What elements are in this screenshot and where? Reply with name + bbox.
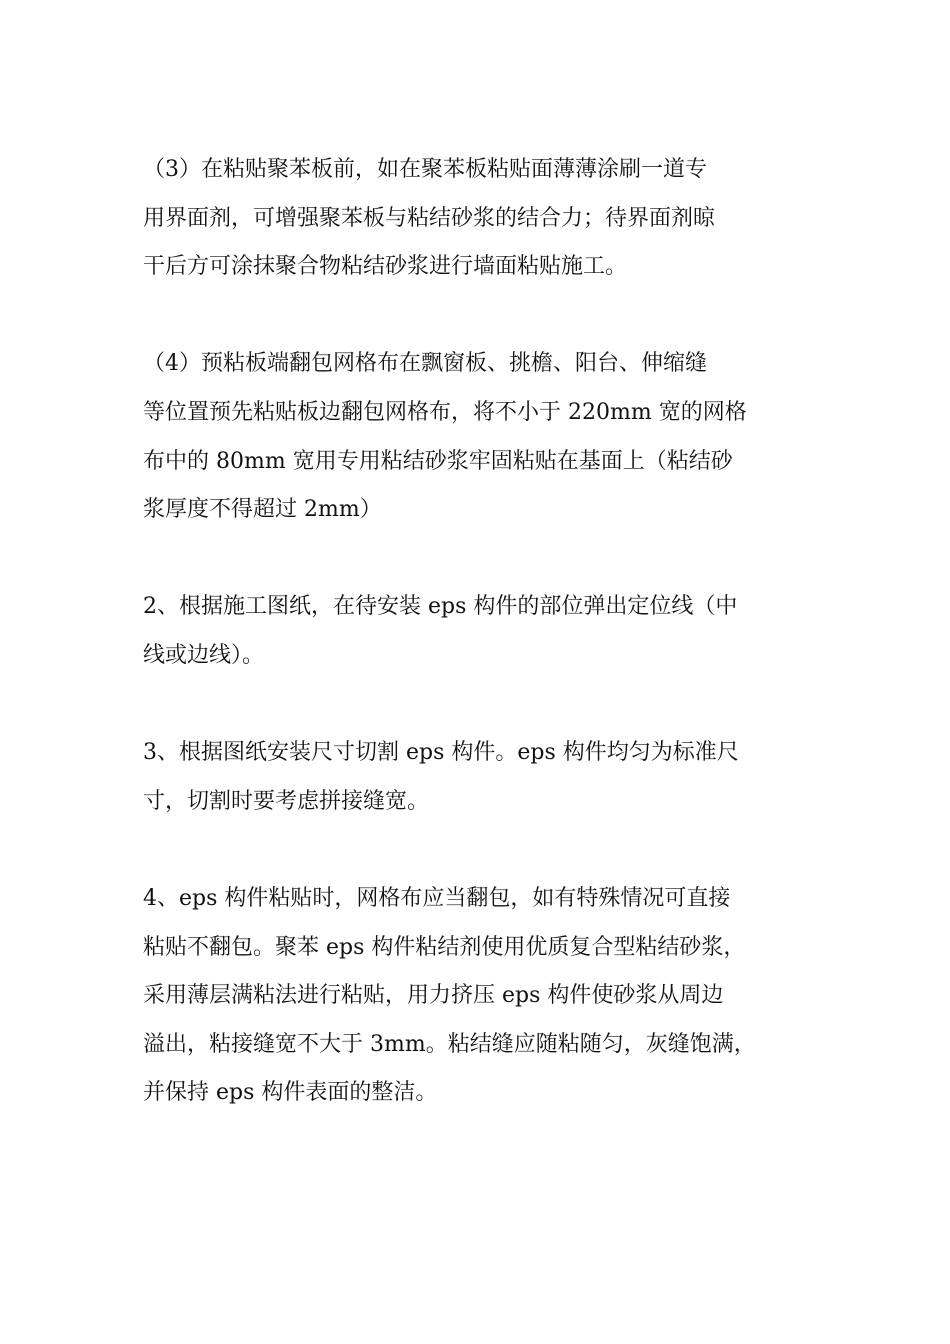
paragraph-3-bonding-agent <box>143 146 811 292</box>
paragraph-4-mesh-wrap <box>143 340 811 534</box>
text-line: 4、eps 构件粘贴时，网格布应当翻包，如有特殊情况可直接 <box>143 885 731 911</box>
text-line: 溢出，粘接缝宽不大于 3mm。粘结缝应随粘随匀，灰缝饱满， <box>143 1031 756 1057</box>
paragraph-step-2-positioning <box>143 583 811 680</box>
document-body <box>143 146 811 1118</box>
text-line: 浆厚度不得超过 2mm） <box>143 497 382 523</box>
text-line: 用界面剂，可增强聚苯板与粘结砂浆的结合力；待界面剂晾 <box>143 205 716 231</box>
paragraph-step-3-cutting <box>143 729 811 826</box>
text-line: 3、根据图纸安装尺寸切割 eps 构件。eps 构件均匀为标准尺 <box>143 740 739 766</box>
text-line: 线或边线）。 <box>143 642 265 668</box>
text-line: （3）在粘贴聚苯板前，如在聚苯板粘贴面薄薄涂刷一道专 <box>143 157 707 182</box>
text-line: 寸，切割时要考虑拼接缝宽。 <box>143 788 430 814</box>
text-line: 2、根据施工图纸，在待安装 eps 构件的部位弹出定位线（中 <box>143 594 738 620</box>
text-line: 布中的 80mm 宽用专用粘结砂浆牢固粘贴在基面上（粘结砂 <box>143 448 733 474</box>
text-line: 并保持 eps 构件表面的整洁。 <box>143 1080 438 1106</box>
text-line: （4）预粘板端翻包网格布在飘窗板、挑檐、阳台、伸缩缝 <box>143 351 707 377</box>
text-line: 干后方可涂抹聚合物粘结砂浆进行墙面粘贴施工。 <box>143 254 628 280</box>
text-line: 等位置预先粘贴板边翻包网格布，将不小于 220mm 宽的网格 <box>143 399 747 425</box>
text-line: 粘贴不翻包。聚苯 eps 构件粘结剂使用优质复合型粘结砂浆， <box>143 934 746 960</box>
text-line: 采用薄层满粘法进行粘贴，用力挤压 eps 构件使砂浆从周边 <box>143 983 724 1009</box>
paragraph-step-4-adhering <box>143 875 811 1118</box>
